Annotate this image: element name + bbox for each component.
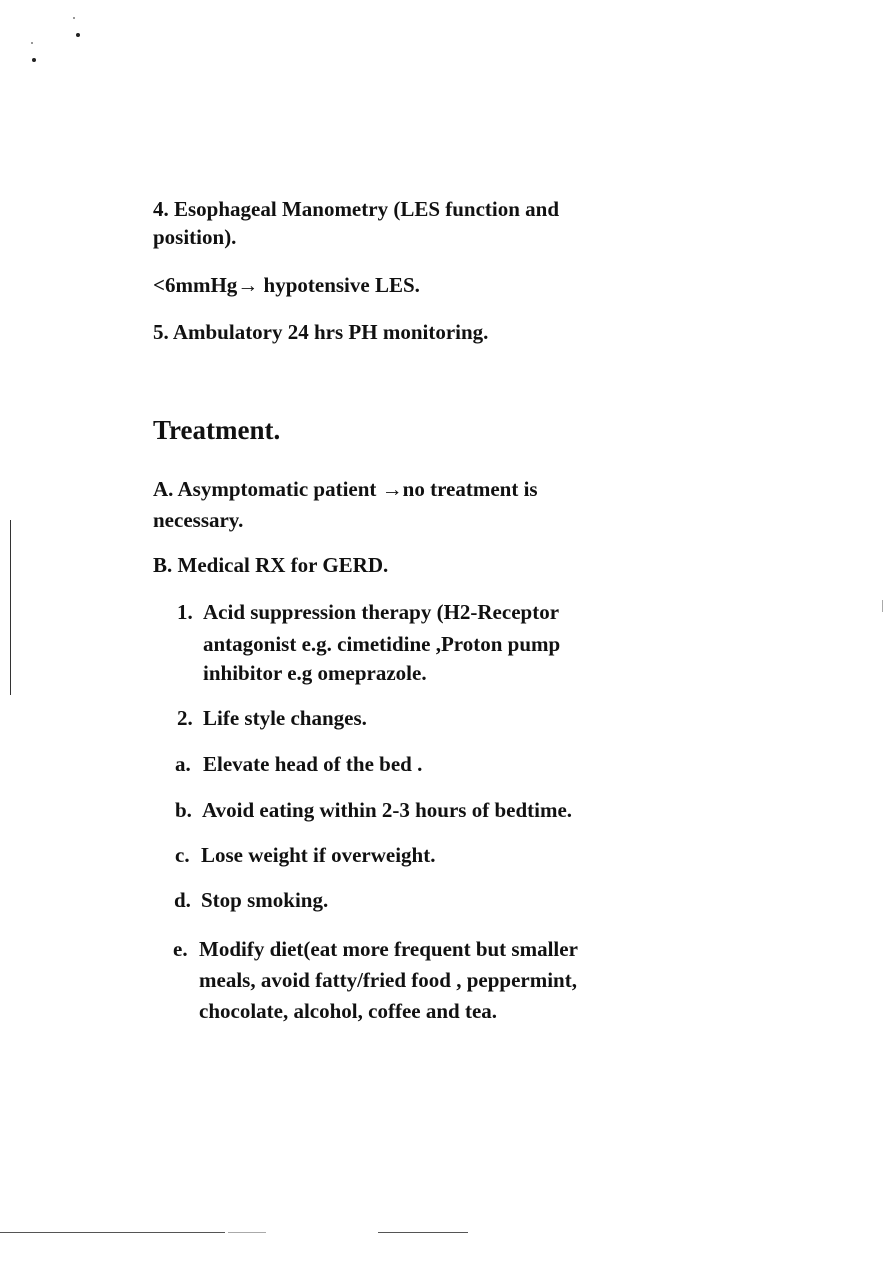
- list-item-text: Acid suppression therapy (H2-Receptor: [203, 600, 560, 624]
- list-item-text: antagonist e.g. cimetidine ,Proton pump: [203, 632, 561, 656]
- scan-speck: [32, 58, 36, 62]
- ph-monitoring-line: 5. Ambulatory 24 hrs PH monitoring.: [153, 320, 489, 344]
- list-item-text: Elevate head of the bed .: [203, 752, 423, 776]
- list-marker: 2.: [177, 706, 193, 730]
- list-marker: b.: [175, 798, 192, 822]
- list-item-text: meals, avoid fatty/fried food , peppermint,: [199, 968, 577, 992]
- list-item-text: inhibitor e.g omeprazole.: [203, 661, 427, 685]
- list-item-text: Lose weight if overweight.: [201, 843, 436, 867]
- asymptomatic-line: A. Asymptomatic patient →no treatment is: [153, 477, 538, 501]
- scan-margin-line: [10, 520, 11, 695]
- manometry-line: 4. Esophageal Manometry (LES function and: [153, 197, 560, 221]
- list-item-text: chocolate, alcohol, coffee and tea.: [199, 999, 498, 1023]
- treatment-heading: Treatment.: [153, 415, 281, 445]
- medical-rx-line: B. Medical RX for GERD.: [153, 553, 389, 577]
- list-item-text: Stop smoking.: [201, 888, 329, 912]
- scan-bottom-line: [228, 1232, 266, 1233]
- scan-bottom-line: [378, 1232, 468, 1233]
- list-marker: 1.: [177, 600, 193, 624]
- scan-bottom-line: [0, 1232, 225, 1233]
- hypotensive-les-line: <6mmHg→ hypotensive LES.: [153, 273, 420, 297]
- scan-speck: [76, 33, 80, 37]
- list-marker: a.: [175, 752, 191, 776]
- scan-speck: [31, 42, 33, 44]
- list-item-text: Modify diet(eat more frequent but smaller: [199, 937, 578, 961]
- list-marker: c.: [175, 843, 190, 867]
- asymptomatic-line-cont: necessary.: [153, 508, 244, 532]
- list-marker: d.: [174, 888, 191, 912]
- scan-speck: [73, 17, 75, 19]
- manometry-line-cont: position).: [153, 225, 237, 249]
- list-item-text: Avoid eating within 2-3 hours of bedtime.: [202, 798, 573, 822]
- scan-margin-line: [882, 600, 883, 612]
- list-marker: e.: [173, 937, 188, 961]
- list-item-text: Life style changes.: [203, 706, 367, 730]
